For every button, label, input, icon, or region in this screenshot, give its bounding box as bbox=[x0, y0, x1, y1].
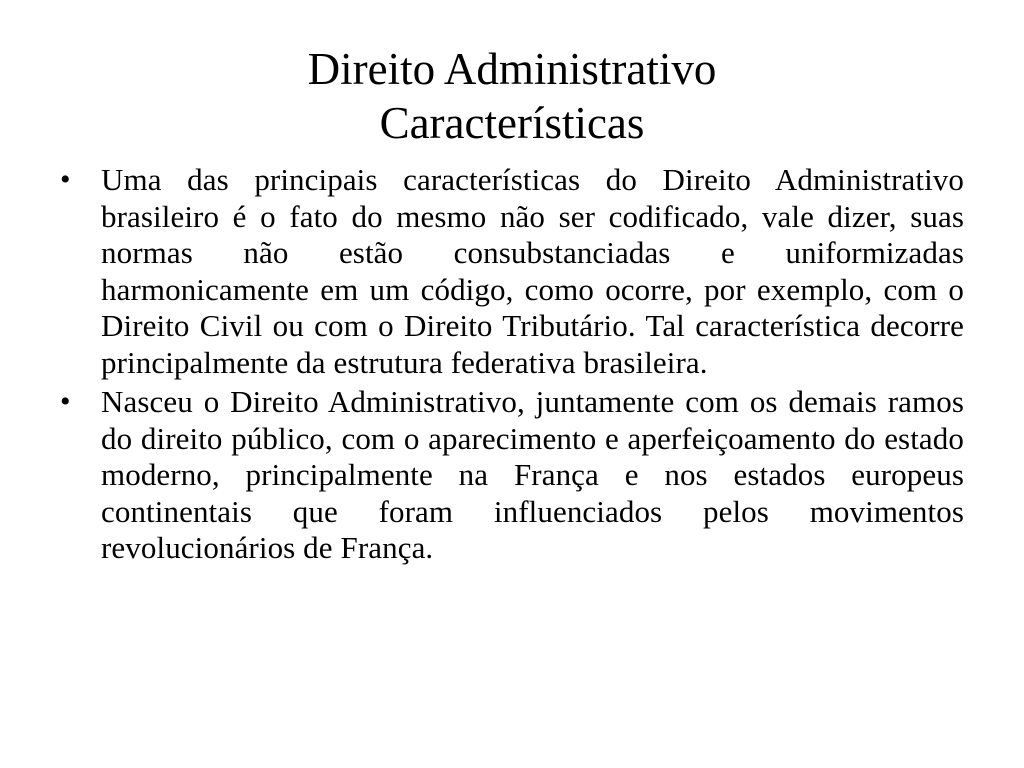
slide-title bbox=[0, 42, 1024, 150]
bullet-icon: • bbox=[60, 163, 71, 196]
slide-title-line-2: Características bbox=[379, 98, 645, 148]
bullet-icon: • bbox=[60, 385, 71, 418]
bullet-text: Nasceu o Direito Administrativo, juntamente com os demais ramos do direito público, com o aparecimento e aperfeiçoamento do estado moderno, principalmente na França e nos estados europeus continentais que foram influenciados pelos movimentos revolucionários de França. bbox=[101, 384, 964, 565]
slide-title-line-1: Direito Administrativo bbox=[307, 44, 717, 94]
bullet-item bbox=[60, 384, 964, 567]
bullet-text: Uma das principais características do Direito Administrativo brasileiro é o fato do mesmo não ser codificado, vale dizer, suas normas não estão consubstanciadas e uniformizadas harmonicamente em um código, como ocorre, por exemplo, com o Direito Civil ou com o Direito Tributário. Tal característica decorre principalmente da estrutura federativa brasileira. bbox=[101, 162, 964, 380]
bullet-list bbox=[60, 162, 964, 570]
bullet-item bbox=[60, 162, 964, 381]
